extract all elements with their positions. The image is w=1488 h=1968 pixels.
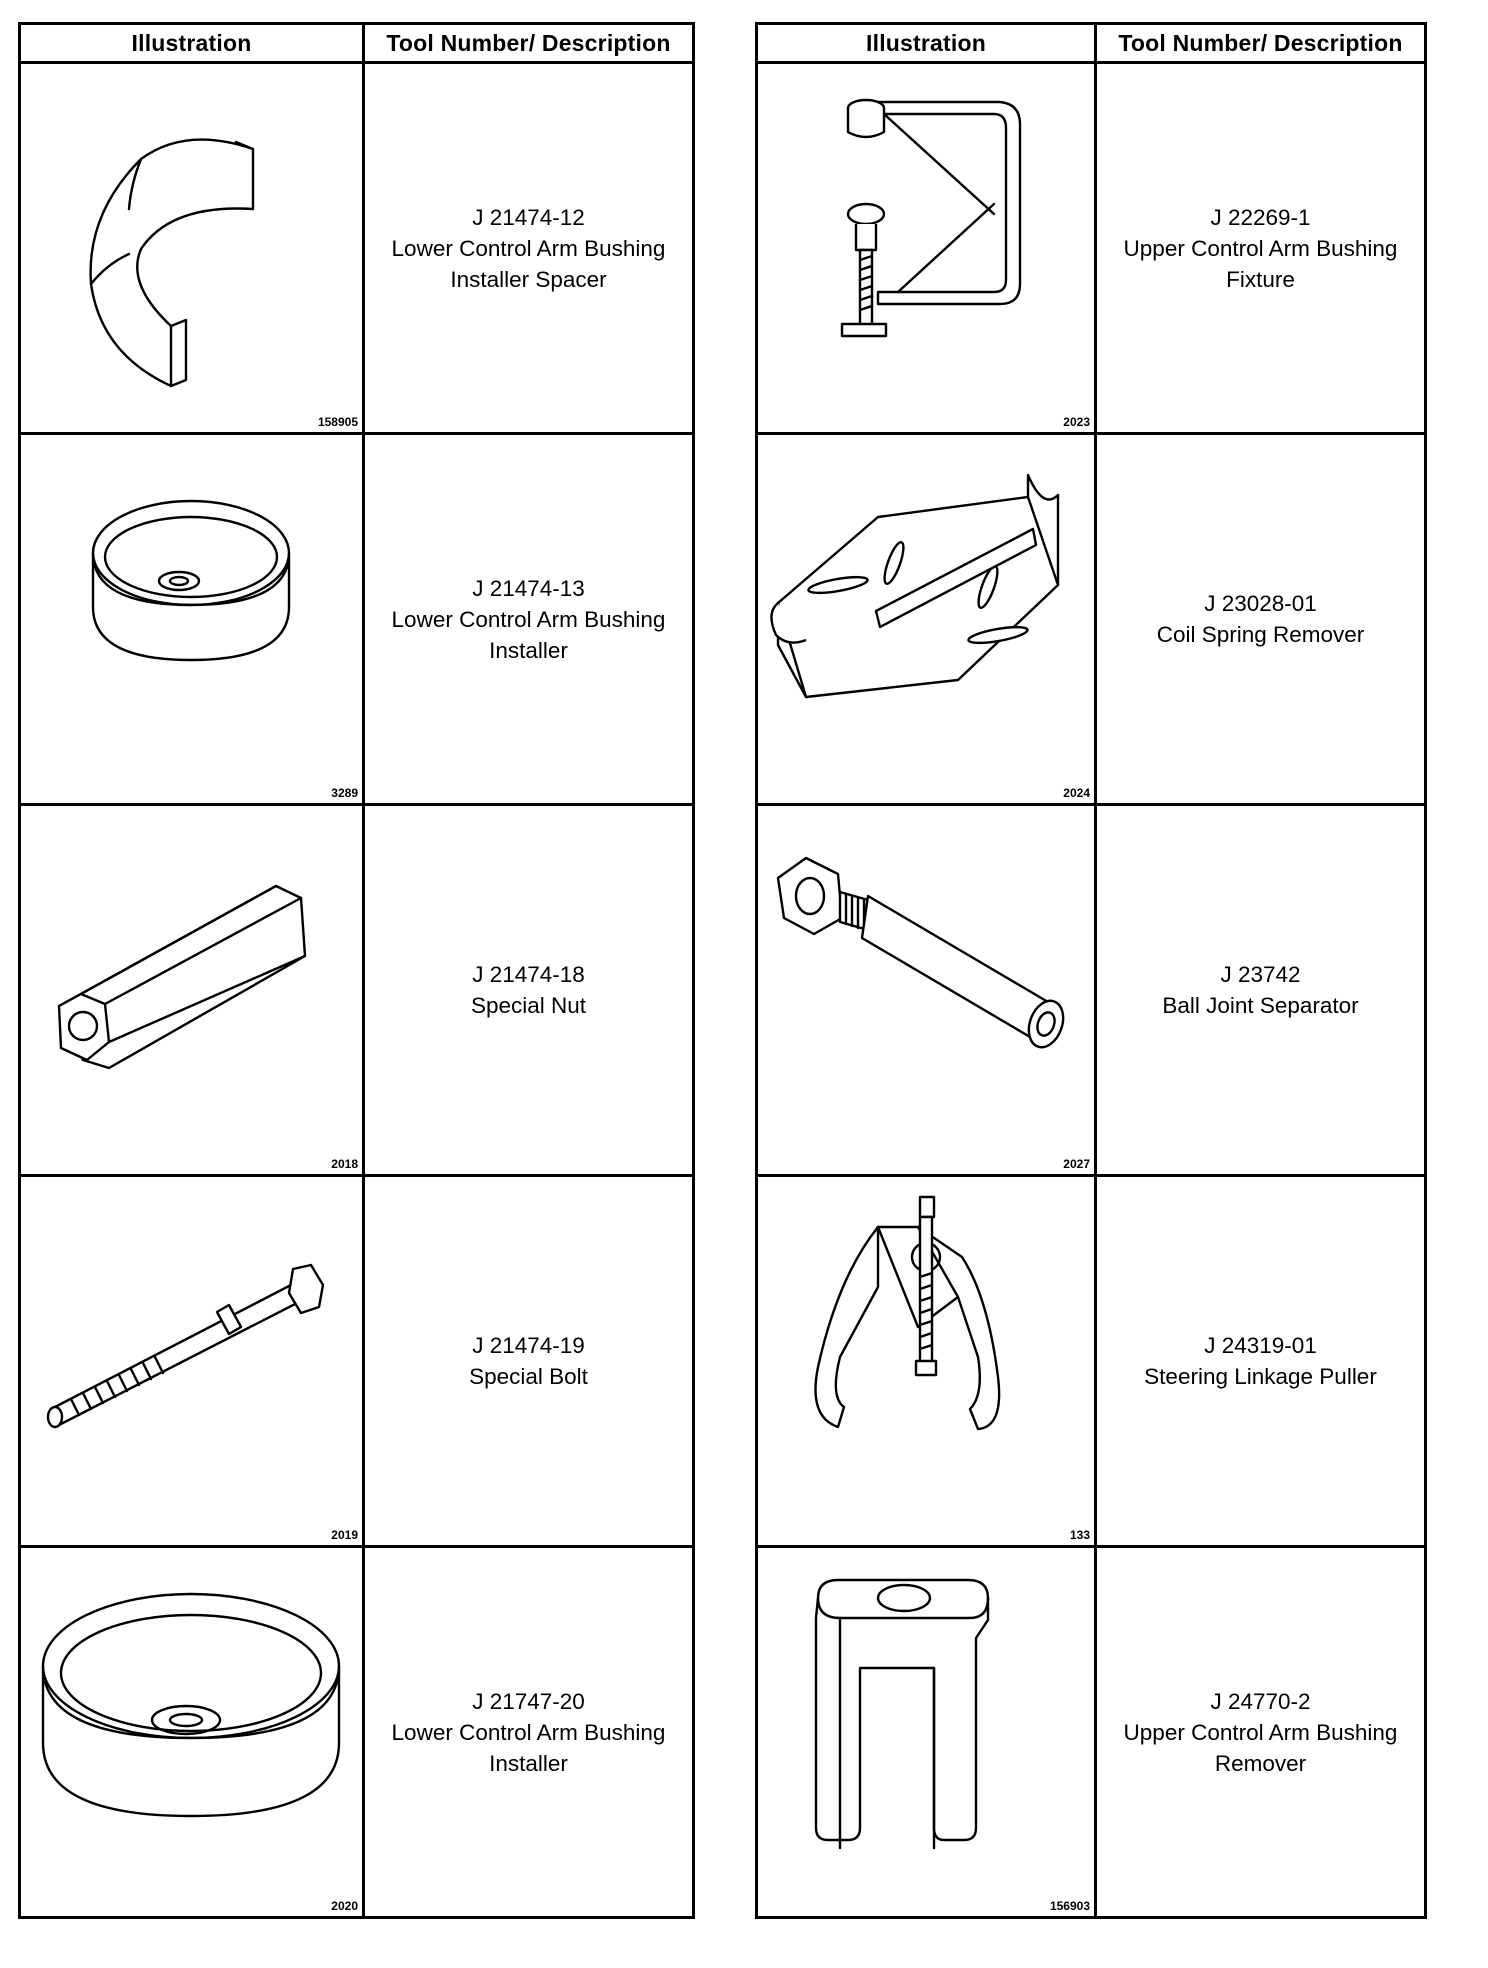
table-row <box>757 434 1426 805</box>
figure-number: 3289 <box>331 786 358 800</box>
figure-number: 2020 <box>331 1899 358 1913</box>
tool-number: J 21474-13 <box>472 575 585 601</box>
header-illustration: Illustration <box>20 24 364 63</box>
illustration-cell <box>757 1547 1096 1918</box>
tool-description-cell <box>364 805 694 1176</box>
header-tool-description: Tool Number/ Description <box>1096 24 1426 63</box>
special-bolt-icon <box>21 1177 362 1545</box>
ball-joint-separator-icon <box>758 806 1099 1174</box>
linkage-puller-icon <box>758 1177 1099 1545</box>
tool-description-cell <box>364 1547 694 1918</box>
tool-description: Special Bolt <box>469 1364 588 1389</box>
figure-number: 2019 <box>331 1528 358 1542</box>
illustration-cell <box>20 805 364 1176</box>
table-row <box>757 63 1426 434</box>
tool-number: J 24319-01 <box>1204 1333 1317 1358</box>
tool-description: Ball Joint Separator <box>1162 993 1359 1018</box>
coil-spring-remover-icon <box>758 435 1099 803</box>
tool-description: Lower Control Arm Bushing Installer <box>391 1719 666 1776</box>
table-row <box>757 1176 1426 1547</box>
illustration-cell <box>20 434 364 805</box>
table-row <box>20 1547 694 1918</box>
tools-table-left <box>18 22 695 1919</box>
table-row <box>757 805 1426 1176</box>
table-row <box>20 434 694 805</box>
tool-number: J 23742 <box>1220 962 1301 987</box>
illustration-cell <box>757 434 1096 805</box>
illustration-cell <box>757 63 1096 434</box>
illustration-cell <box>757 1176 1096 1547</box>
tool-description: Lower Control Arm Bushing Installer <box>391 606 666 663</box>
tool-description-cell <box>1096 1547 1426 1918</box>
table-row <box>20 805 694 1176</box>
large-bushing-installer-cup-icon <box>21 1548 362 1916</box>
bushing-remover-block-icon <box>758 1548 1099 1916</box>
tool-description: Special Nut <box>470 993 587 1018</box>
table-row <box>20 63 694 434</box>
figure-number: 156903 <box>1049 1899 1090 1913</box>
tool-description-cell <box>1096 63 1426 434</box>
figure-number: 2027 <box>1063 1157 1090 1171</box>
tool-description-cell <box>364 63 694 434</box>
tool-description-cell <box>1096 805 1426 1176</box>
tool-description: Steering Linkage Puller <box>1144 1364 1377 1389</box>
tool-number: J 23028-01 <box>1204 591 1317 616</box>
tool-description: Lower Control Arm Bushing Installer Spacer <box>391 235 666 292</box>
tool-description-cell <box>364 434 694 805</box>
tool-description-cell <box>364 1176 694 1547</box>
illustration-cell <box>757 805 1096 1176</box>
header-tool-description: Tool Number/ Description <box>364 24 694 63</box>
special-nut-icon <box>21 806 362 1174</box>
tool-description: Coil Spring Remover <box>1156 622 1365 647</box>
illustration-cell <box>20 1547 364 1918</box>
illustration-cell <box>20 63 364 434</box>
table-row <box>20 1176 694 1547</box>
figure-number: 2024 <box>1063 786 1090 800</box>
illustration-cell <box>20 1176 364 1547</box>
tool-description: Upper Control Arm Bushing Fixture <box>1123 235 1398 292</box>
c-clamp-fixture-icon <box>758 64 1099 432</box>
figure-number: 2023 <box>1063 415 1090 429</box>
tool-description: Upper Control Arm Bushing Remover <box>1123 1719 1398 1776</box>
tool-description-cell <box>1096 1176 1426 1547</box>
figure-number: 158905 <box>317 415 358 429</box>
header-illustration: Illustration <box>757 24 1096 63</box>
figure-number: 2018 <box>331 1157 358 1171</box>
tool-number: J 21747-20 <box>472 1688 585 1714</box>
header-row <box>757 24 1426 63</box>
tool-number: J 21474-18 <box>472 962 585 987</box>
bushing-spacer-icon <box>21 64 362 432</box>
figure-number: 133 <box>1069 1528 1090 1542</box>
tool-number: J 22269-1 <box>1210 204 1311 230</box>
tool-description-cell <box>1096 434 1426 805</box>
tool-number: J 21474-12 <box>472 204 585 230</box>
tool-number: J 21474-19 <box>472 1333 585 1358</box>
tools-table-right <box>755 22 1427 1919</box>
table-row <box>757 1547 1426 1918</box>
header-row <box>20 24 694 63</box>
bushing-installer-cup-icon <box>21 435 362 803</box>
tool-number: J 24770-2 <box>1210 1688 1311 1714</box>
